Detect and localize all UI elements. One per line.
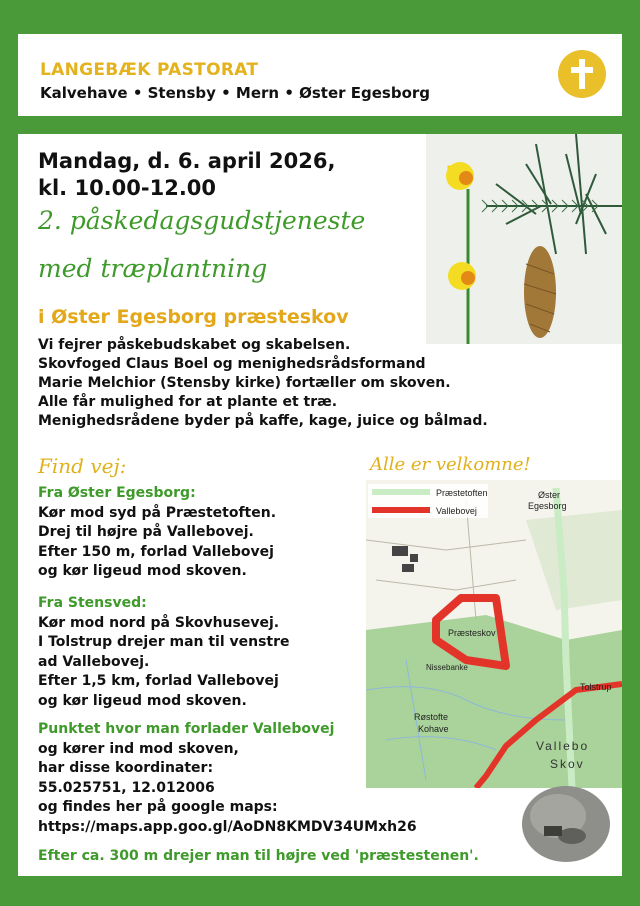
header-banner bbox=[18, 34, 622, 116]
coordinates-title: Punktet hvor man forlader Vallebovej bbox=[38, 721, 335, 737]
event-date-time bbox=[38, 148, 335, 202]
directions-line: I Tolstrup drejer man til venstre bbox=[38, 634, 290, 650]
event-title-line1: 2. påskedagsgudstjeneste bbox=[38, 206, 366, 235]
cross-icon bbox=[558, 50, 606, 98]
google-maps-link[interactable]: https://maps.app.goo.gl/AoDN8KMDV34UMxh26 bbox=[38, 818, 417, 835]
map-label-nissebanke: Nissebanke bbox=[426, 663, 468, 672]
find-way-heading: Find vej: bbox=[38, 454, 127, 478]
map-label-vallebo: Vallebo bbox=[536, 739, 590, 753]
event-time: kl. 10.00-12.00 bbox=[38, 176, 217, 200]
event-location: i Øster Egesborg præsteskov bbox=[38, 306, 349, 328]
directions-line: Drej til højre på Vallebovej. bbox=[38, 524, 254, 540]
map-label-tolstrup: Tolstrup bbox=[580, 682, 612, 692]
legend-praestetoften: Præstetoften bbox=[436, 488, 488, 498]
directions-line: Kør mod nord på Skovhusevej. bbox=[38, 614, 280, 631]
intro-line: Menighedsrådene byder på kaffe, kage, juice og bålmad. bbox=[38, 413, 488, 429]
coordinates-line: har disse koordinater: bbox=[38, 760, 214, 776]
map-label-praesteskov: Præsteskov bbox=[448, 628, 496, 638]
map-label-skov: Skov bbox=[550, 757, 585, 771]
coordinates-line: og findes her på google maps: bbox=[38, 799, 278, 815]
directions-line: ad Vallebovej. bbox=[38, 653, 150, 670]
map-label-egesborg: Øster bbox=[538, 490, 561, 500]
directions-line: Kør mod syd på Præstetoften. bbox=[38, 504, 277, 521]
intro-line: Vi fejrer påskebudskabet og skabelsen. bbox=[38, 337, 351, 353]
event-date: Mandag, d. 6. april 2026, bbox=[38, 149, 336, 173]
directions-line: Efter 1,5 km, forlad Vallebovej bbox=[38, 673, 279, 689]
coordinates-line: og kører ind mod skoven, bbox=[38, 740, 239, 757]
organization-name: LANGEBÆK PASTORAT bbox=[40, 60, 259, 80]
route-map bbox=[366, 480, 622, 788]
intro-line: Alle får mulighed for at plante et træ. bbox=[38, 394, 338, 410]
directions-from-egesborg bbox=[38, 484, 276, 582]
daffodil-photo bbox=[426, 134, 622, 344]
legend-vallebovej: Vallebovej bbox=[436, 506, 477, 516]
map-label-kohave: Kohave bbox=[418, 724, 449, 734]
map-label-restofte: Røstofte bbox=[414, 712, 449, 722]
intro-line: Marie Melchior (Stensby kirke) fortæller om skoven. bbox=[38, 375, 451, 391]
final-direction: Efter ca. 300 m drejer man til højre ved 'præstestenen'. bbox=[38, 848, 479, 864]
praestestenen-photo bbox=[518, 774, 614, 866]
content-panel bbox=[18, 134, 622, 876]
event-title-line2: med træplantning bbox=[38, 254, 268, 283]
directions-line: Efter 150 m, forlad Vallebovej bbox=[38, 543, 274, 560]
welcome-heading: Alle er velkomne! bbox=[370, 454, 531, 475]
parish-list: Kalvehave • Stensby • Mern • Øster Egesborg bbox=[40, 84, 431, 102]
event-description bbox=[38, 336, 488, 431]
directions-line: og kør ligeud mod skoven. bbox=[38, 692, 247, 709]
directions-line: og kør ligeud mod skoven. bbox=[38, 563, 247, 579]
directions-from-stensved bbox=[38, 594, 290, 711]
directions-title: Fra Øster Egesborg: bbox=[38, 485, 196, 501]
coordinates-section bbox=[38, 720, 417, 837]
gps-coordinates: 55.025751, 12.012006 bbox=[38, 779, 215, 796]
map-label-egesborg: Egesborg bbox=[528, 501, 567, 511]
directions-title: Fra Stensved: bbox=[38, 595, 147, 611]
intro-line: Skovfoged Claus Boel og menighedsrådsformand bbox=[38, 356, 426, 372]
